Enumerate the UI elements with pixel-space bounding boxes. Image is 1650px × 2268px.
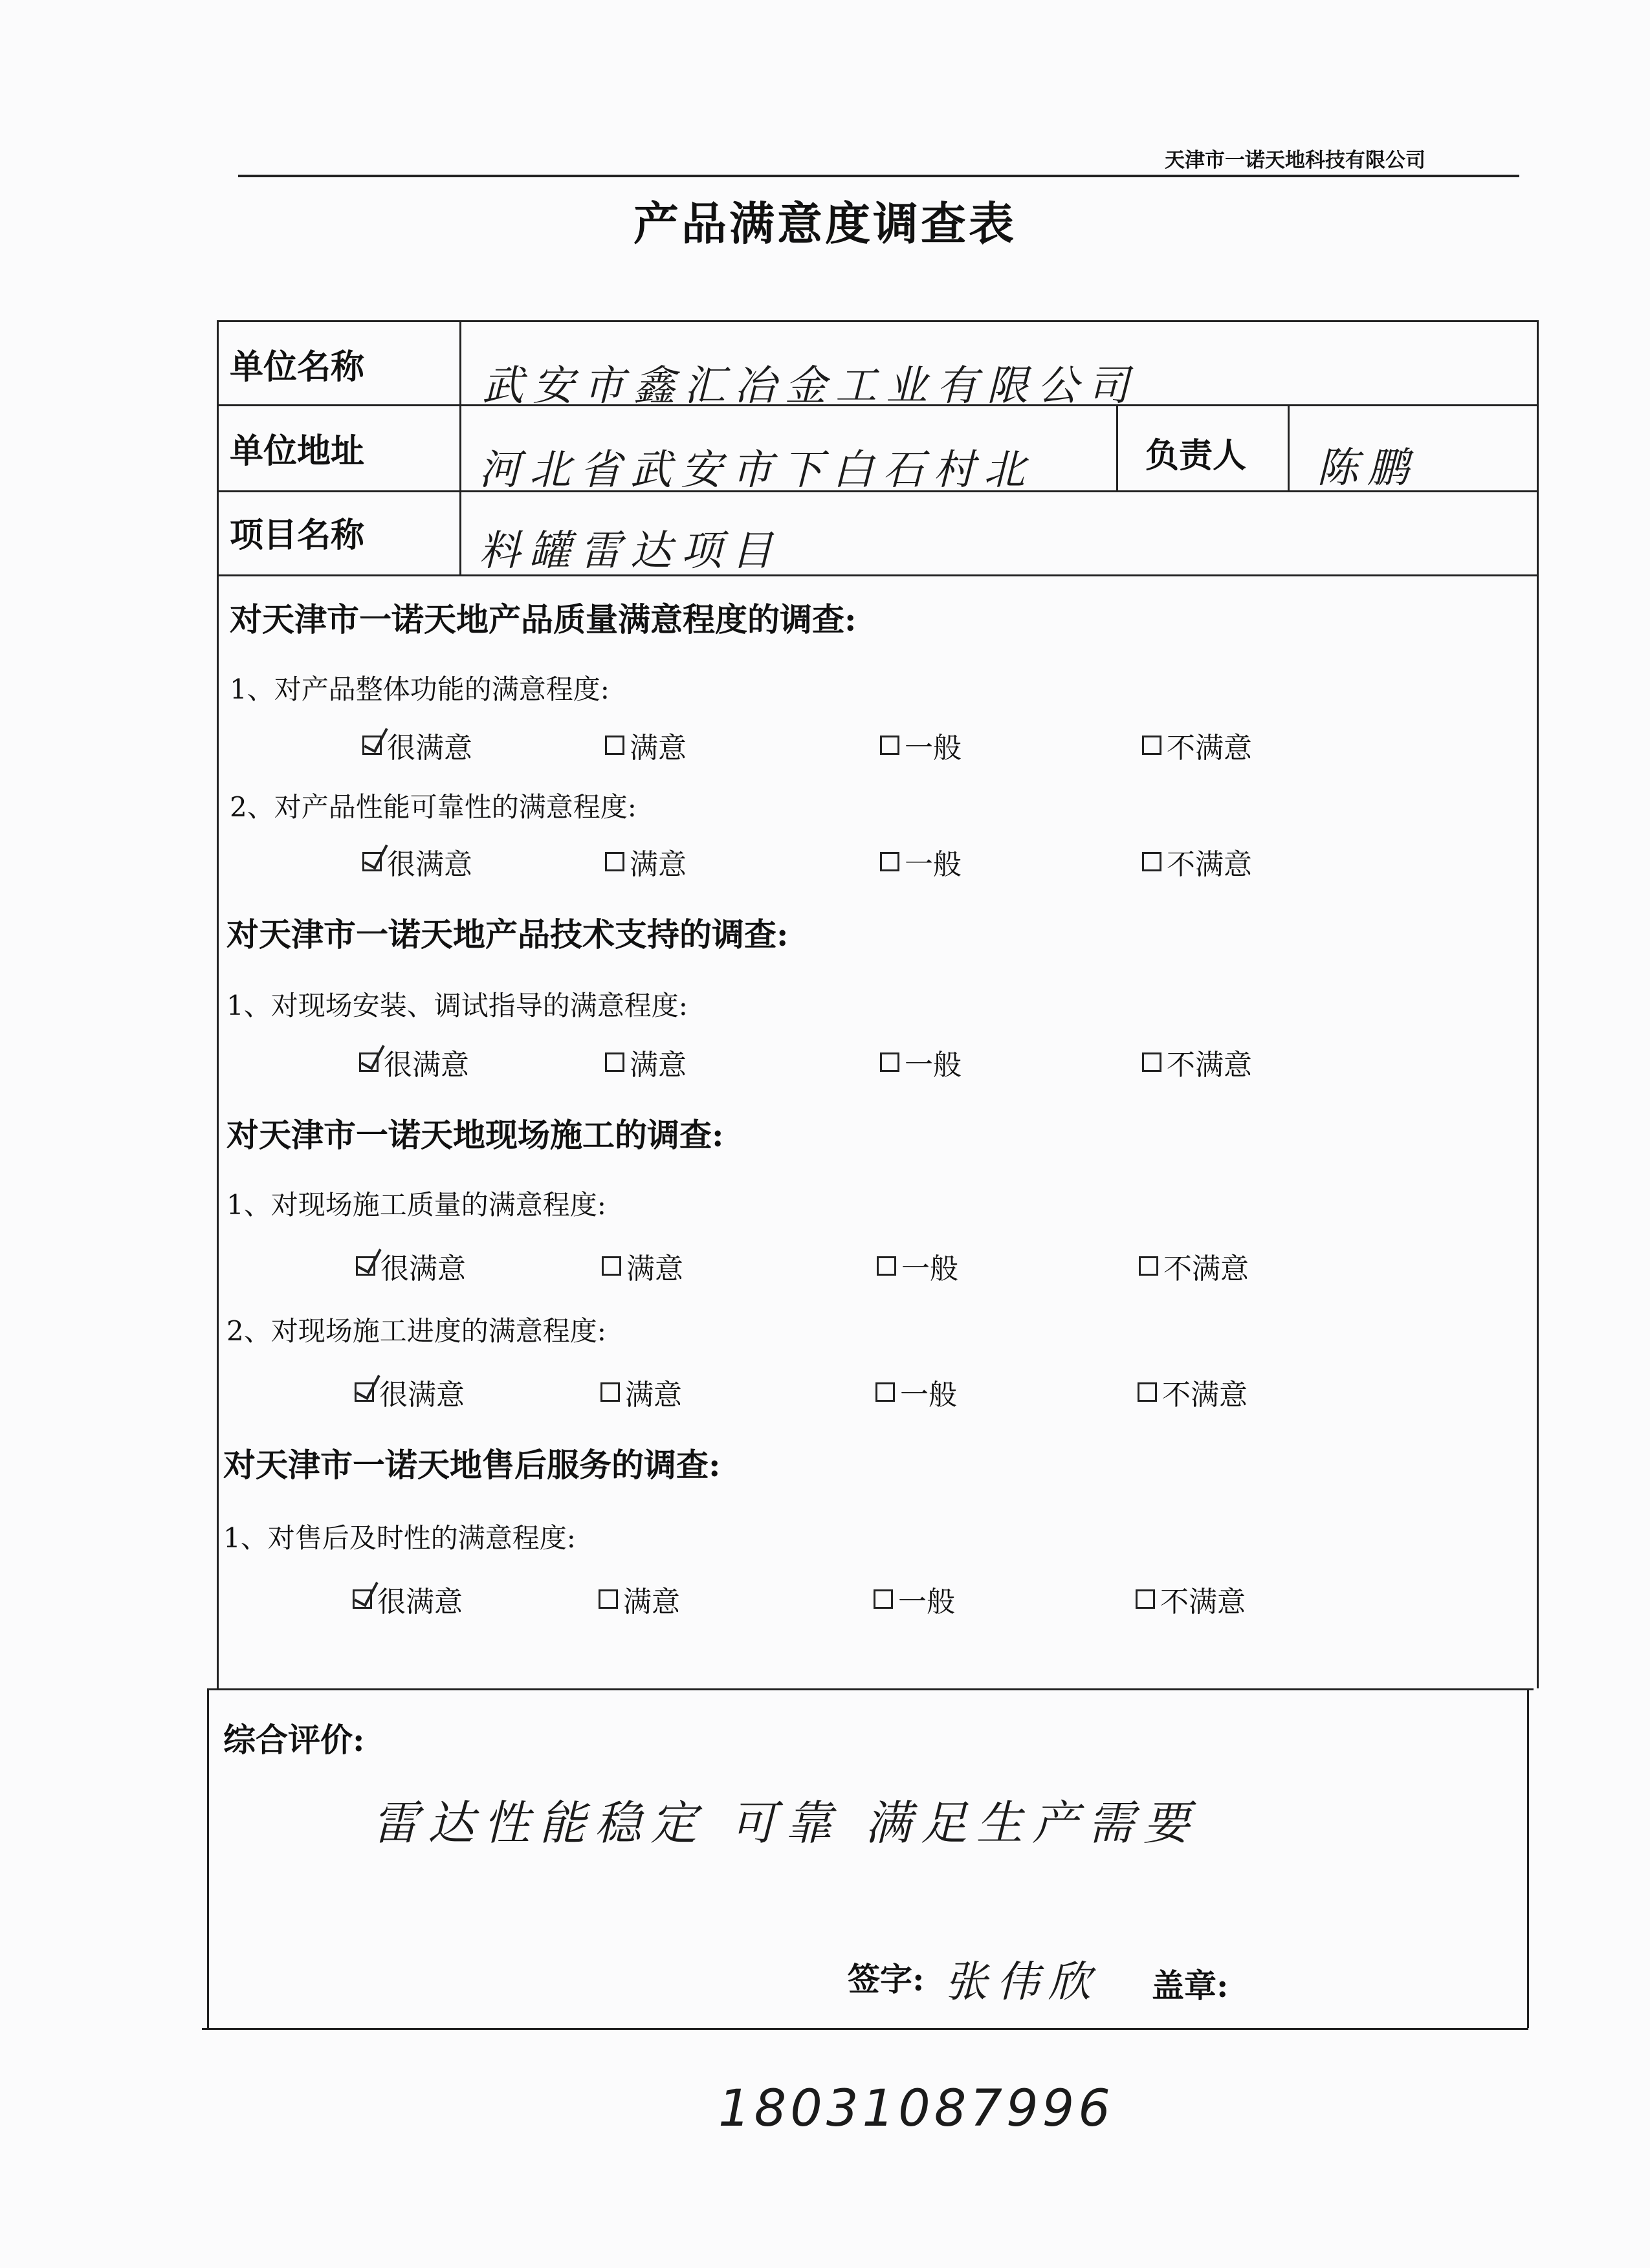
- checkbox-icon: [605, 852, 624, 871]
- option-dissatisfied[interactable]: 不满意: [1142, 725, 1252, 766]
- checkbox-icon: [353, 1589, 372, 1609]
- checkbox-icon: [602, 1256, 621, 1276]
- checkbox-icon: [605, 736, 624, 755]
- option-satisfied[interactable]: 满意: [605, 1041, 687, 1083]
- option-average[interactable]: 一般: [874, 1578, 955, 1620]
- question-after-sales-timeliness: 1、对售后及时性的满意程度:: [223, 1522, 576, 1554]
- option-very-satisfied[interactable]: 很满意: [356, 1245, 466, 1287]
- option-dissatisfied[interactable]: 不满意: [1142, 841, 1252, 882]
- option-average[interactable]: 一般: [875, 1371, 957, 1413]
- option-very-satisfied[interactable]: 很满意: [359, 1041, 469, 1083]
- section-after-sales-heading: 对天津市一诺天地售后服务的调查:: [223, 1446, 721, 1484]
- checkbox-icon: [1136, 1589, 1155, 1609]
- checkbox-icon: [356, 1256, 375, 1276]
- option-average[interactable]: 一般: [877, 1245, 958, 1287]
- seal-label: 盖章:: [1152, 1967, 1229, 2005]
- question-reliability: 2、对产品性能可靠性的满意程度:: [230, 791, 637, 823]
- option-average[interactable]: 一般: [880, 725, 962, 766]
- option-dissatisfied[interactable]: 不满意: [1139, 1245, 1249, 1287]
- checkbox-icon: [1142, 736, 1161, 755]
- checkbox-icon: [355, 1382, 374, 1402]
- section-quality-heading: 对天津市一诺天地产品质量满意程度的调查:: [230, 600, 857, 638]
- option-satisfied[interactable]: 满意: [599, 1578, 680, 1620]
- unit-address-label: 单位地址: [230, 431, 365, 471]
- checkbox-icon: [1142, 1052, 1161, 1072]
- section-tech-support-heading: 对天津市一诺天地产品技术支持的调查:: [226, 915, 789, 954]
- checkbox-icon: [600, 1382, 620, 1402]
- signature-value: 张伟欣: [945, 1957, 1100, 2007]
- checkbox-icon: [605, 1052, 624, 1072]
- header-rule: [238, 175, 1519, 177]
- project-label: 项目名称: [230, 516, 365, 555]
- option-dissatisfied[interactable]: 不满意: [1138, 1371, 1248, 1413]
- option-dissatisfied[interactable]: 不满意: [1142, 1041, 1252, 1083]
- option-satisfied[interactable]: 满意: [605, 725, 687, 766]
- summary-label: 综合评价:: [223, 1721, 365, 1759]
- question-construction-quality: 1、对现场施工质量的满意程度:: [226, 1189, 606, 1221]
- option-satisfied[interactable]: 满意: [605, 841, 687, 882]
- checkbox-icon: [880, 852, 899, 871]
- company-name: 天津市一诺天地科技有限公司: [1165, 149, 1425, 172]
- option-average[interactable]: 一般: [880, 1041, 962, 1083]
- option-satisfied[interactable]: 满意: [600, 1371, 682, 1413]
- checkbox-icon: [880, 736, 899, 755]
- unit-name-value: 武安市鑫汇冶金工业有限公司: [482, 362, 1138, 410]
- unit-address-value: 河北省武安市下白石村北: [479, 446, 1034, 494]
- option-dissatisfied[interactable]: 不满意: [1136, 1578, 1246, 1620]
- checkbox-icon: [874, 1589, 893, 1609]
- question-installation-guidance: 1、对现场安装、调试指导的满意程度:: [226, 990, 688, 1021]
- option-very-satisfied[interactable]: 很满意: [353, 1578, 463, 1620]
- checkbox-icon: [1138, 1382, 1157, 1402]
- summary-comment: 雷达性能稳定 可靠 满足生产需要: [372, 1796, 1199, 1850]
- checkbox-icon: [877, 1256, 896, 1276]
- option-very-satisfied[interactable]: 很满意: [355, 1371, 465, 1413]
- checkbox-icon: [362, 852, 382, 871]
- handwritten-phone: 18031087996: [718, 2080, 1114, 2138]
- checkbox-icon: [1139, 1256, 1158, 1276]
- question-overall-function: 1、对产品整体功能的满意程度:: [230, 673, 610, 705]
- checkbox-icon: [875, 1382, 895, 1402]
- checkbox-icon: [362, 736, 382, 755]
- checkbox-icon: [359, 1052, 379, 1072]
- checkbox-icon: [880, 1052, 899, 1072]
- unit-name-label: 单位名称: [230, 347, 365, 387]
- option-average[interactable]: 一般: [880, 841, 962, 882]
- checkbox-icon: [599, 1589, 618, 1609]
- checkbox-icon: [1142, 852, 1161, 871]
- option-satisfied[interactable]: 满意: [602, 1245, 683, 1287]
- question-construction-progress: 2、对现场施工进度的满意程度:: [226, 1315, 606, 1347]
- option-very-satisfied[interactable]: 很满意: [362, 841, 472, 882]
- section-site-construction-heading: 对天津市一诺天地现场施工的调查:: [226, 1116, 724, 1154]
- person-value: 陈鹏: [1317, 444, 1418, 492]
- option-very-satisfied[interactable]: 很满意: [362, 725, 472, 766]
- project-value: 料罐雷达项目: [479, 527, 782, 575]
- signature-label: 签字:: [848, 1960, 925, 1998]
- person-label: 负责人: [1145, 436, 1247, 475]
- page-title: 产品满意度调查表: [633, 197, 1017, 250]
